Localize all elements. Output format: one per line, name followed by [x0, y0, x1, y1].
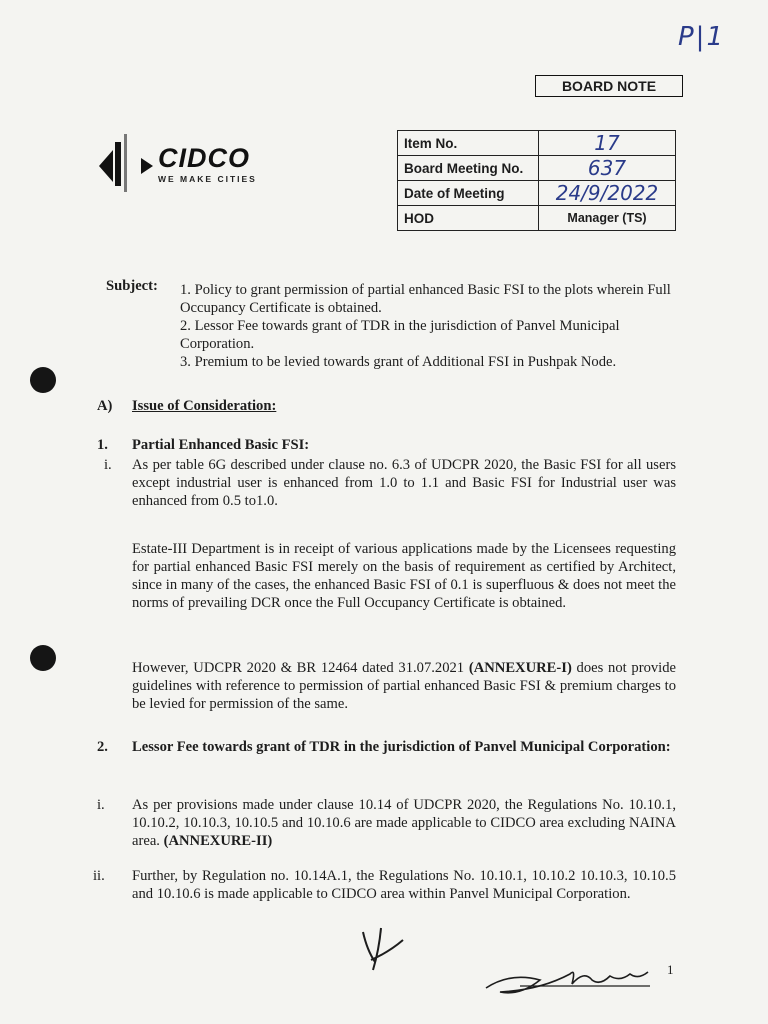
point-1-number: 1.: [97, 437, 108, 453]
subject-item: 2. Lessor Fee towards grant of TDR in the jurisdiction of Panvel Municipal Corporation.: [180, 318, 620, 352]
point-1-paragraph-2: Estate-III Department is in receipt of various applications made by the Licensees requesting for partial enhanced Basic FSI merely on the basis of requirement as certified by Architect, since in many of the cases, the enhanced Basic FSI of 0.1 is superfluous & does not meet the norms of prevailing DCR once the Full Occupancy Certificate is obtained.: [132, 541, 676, 611]
paragraph-text: does not provide guidelines with reference to permission of partial enhanced Basic FSI & premium charges to be levied for permission of the same.: [132, 660, 676, 712]
paragraph-text: As per provisions made under clause 10.14 of UDCPR 2020, the Regulations No. 10.10.1, 10.10.2, 10.10.3, 10.10.5 and 10.10.6 are made applicable to CIDCO area excluding NAINA area.: [132, 797, 676, 849]
subject-item: 1. Policy to grant permission of partial enhanced Basic FSI to the plots wherein Full Occupancy Certificate is obtained.: [180, 282, 671, 316]
point-1-paragraph-3: [132, 659, 676, 713]
initials-signature-icon: [345, 910, 425, 980]
table-row: [398, 156, 676, 181]
punch-hole: [30, 367, 56, 393]
meeting-no-value: 637: [587, 156, 627, 180]
punch-hole: [30, 645, 56, 671]
point-2-number: 2.: [97, 739, 108, 755]
board-note-label: BOARD NOTE: [535, 75, 683, 97]
annexure-ref: (ANNEXURE-II): [163, 833, 273, 849]
logo-name: CIDCO: [158, 143, 250, 173]
hod-label: HOD: [398, 206, 539, 231]
date-value: 24/9/2022: [555, 181, 659, 205]
page-mark: P|1: [678, 22, 725, 52]
logo-tagline: WE MAKE CITIES: [158, 174, 257, 184]
item-no-value: 17: [594, 131, 620, 155]
table-row: [398, 131, 676, 156]
table-row: [398, 206, 676, 231]
page-number: 1: [667, 962, 674, 977]
subject-label: Subject:: [106, 278, 158, 294]
meeting-no-label: Board Meeting No.: [398, 156, 539, 181]
hod-value: Manager (TS): [539, 206, 676, 231]
section-a-title: Issue of Consideration:: [132, 398, 277, 414]
paragraph-text: However, UDCPR 2020 & BR 12464 dated 31.07.2021: [132, 660, 469, 676]
section-a-number: A): [97, 398, 113, 414]
meeting-info-table: [397, 130, 676, 231]
item-no-label: Item No.: [398, 131, 539, 156]
subject-item: 3. Premium to be levied towards grant of Additional FSI in Pushpak Node.: [180, 354, 617, 370]
annexure-ref: (ANNEXURE-I): [468, 660, 572, 676]
point-1-title: Partial Enhanced Basic FSI:: [132, 437, 310, 453]
point-2-ii-number: ii.: [93, 868, 105, 884]
date-label: Date of Meeting: [398, 181, 539, 206]
point-2-i-text: [132, 796, 676, 850]
table-row: [398, 181, 676, 206]
point-2-ii-text: Further, by Regulation no. 10.14A.1, the Regulations No. 10.10.1, 10.10.2 10.10.3, 10.10.5 and 10.10.6 is made applicable to CIDCO area within Panvel Municipal Corporation.: [132, 868, 676, 902]
point-2-title: Lessor Fee towards grant of TDR in the jurisdiction of Panvel Municipal Corporation:: [132, 739, 671, 755]
subject-list: [180, 281, 680, 371]
point-2-i-number: i.: [97, 797, 105, 813]
handwritten-signature-icon: [480, 950, 660, 1010]
point-1-paragraph-1: As per table 6G described under clause no. 6.3 of UDCPR 2020, the Basic FSI for all users except industrial user is enhanced from 1.0 to 1.1 and Basic FSI for Industrial user was enhanced from 0.5 to1.0.: [132, 457, 676, 509]
point-1-sub-number: i.: [104, 457, 112, 473]
